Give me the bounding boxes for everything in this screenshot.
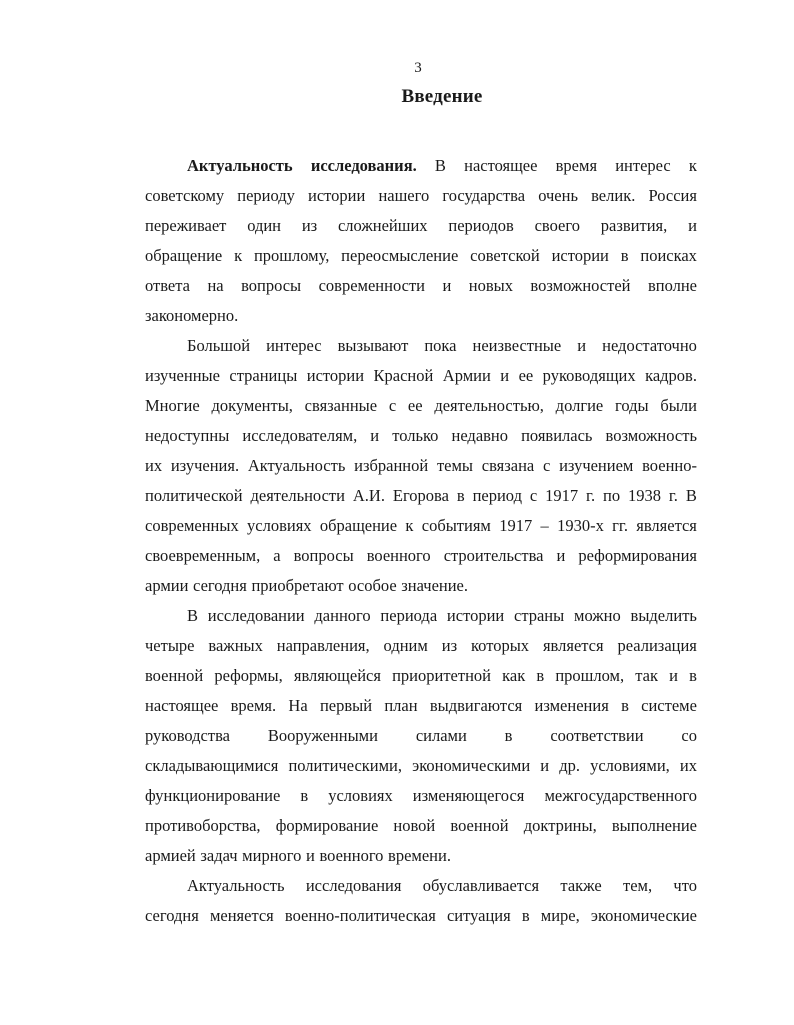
word: изучением	[559, 456, 634, 475]
word: и	[556, 546, 566, 565]
word: ответа	[145, 276, 190, 295]
text-line	[145, 241, 697, 271]
word: межгосударственного	[544, 786, 697, 805]
word: 1917	[499, 516, 533, 535]
word: силами	[415, 726, 467, 745]
text-line	[145, 841, 697, 871]
word: формирование	[275, 816, 379, 835]
word: реформирования	[578, 546, 697, 565]
word: недавно	[451, 426, 509, 445]
word: кадров.	[645, 366, 697, 385]
word: которых	[471, 636, 530, 655]
word: и	[370, 426, 380, 445]
word: новой	[393, 816, 436, 835]
word: к	[688, 156, 697, 175]
text-line	[145, 271, 697, 301]
word: и	[540, 756, 550, 775]
word: были	[660, 396, 697, 415]
page-title: Введение	[401, 86, 483, 107]
word: с	[388, 396, 397, 415]
word: развития,	[600, 216, 668, 235]
word: военной	[145, 666, 204, 685]
word: направления,	[276, 636, 370, 655]
text-line	[145, 421, 697, 451]
word: сложнейших	[337, 216, 428, 235]
word: исследовании	[207, 606, 305, 625]
word: на	[207, 276, 224, 295]
word: и	[577, 336, 587, 355]
word: как	[502, 666, 526, 685]
word: выдвигаются	[429, 696, 523, 715]
word: и	[442, 276, 452, 295]
word: деятельности	[250, 486, 345, 505]
word: появилась	[521, 426, 593, 445]
word: годы	[615, 396, 649, 415]
word: их	[145, 456, 163, 475]
word: в	[300, 786, 309, 805]
word: тем,	[623, 876, 653, 895]
word: по	[602, 486, 621, 505]
text-line	[145, 301, 697, 331]
word: из	[301, 216, 318, 235]
word: в	[456, 486, 465, 505]
word: из	[441, 636, 458, 655]
word: военного	[366, 546, 431, 565]
word: значение.	[401, 576, 469, 595]
word: к	[405, 516, 414, 535]
word: своевременным,	[145, 546, 261, 565]
word: современности	[318, 276, 425, 295]
word: переосмысление	[341, 246, 459, 265]
text-line	[145, 211, 697, 241]
word: армии	[145, 576, 189, 595]
text-line	[145, 511, 697, 541]
word: в	[504, 726, 513, 745]
text-line	[145, 331, 697, 361]
word: периоду	[237, 186, 295, 205]
word: исследования.	[310, 156, 417, 175]
word: реформы,	[214, 666, 283, 685]
word: документы,	[211, 396, 293, 415]
body-text	[145, 151, 697, 931]
word: возможность	[605, 426, 697, 445]
word: 1930-х	[557, 516, 604, 535]
word: связана	[481, 456, 535, 475]
word: их	[679, 756, 697, 775]
page-number: 3	[414, 60, 422, 76]
word: времени.	[388, 846, 451, 865]
word: только	[392, 426, 439, 445]
word: исследования	[305, 876, 402, 895]
word: государства	[442, 186, 526, 205]
word: строительства	[443, 546, 544, 565]
text-line	[145, 181, 697, 211]
word: изучения.	[170, 456, 240, 475]
word: недоступны	[145, 426, 230, 445]
word: Егорова	[392, 486, 449, 505]
text-line	[145, 571, 697, 601]
word: вопросы	[241, 276, 302, 295]
word: закономерно.	[145, 306, 239, 325]
word: руководства	[145, 726, 230, 745]
word: ее	[518, 366, 534, 385]
word: армией	[145, 846, 196, 865]
word: и	[669, 666, 678, 685]
word: обращение	[319, 516, 398, 535]
word: и	[500, 366, 510, 385]
word: условиях	[328, 786, 393, 805]
word: руководящих	[542, 366, 636, 385]
word: сегодня	[145, 906, 199, 925]
word: Многие	[145, 396, 200, 415]
word: условиях	[247, 516, 312, 535]
word: первый	[319, 696, 373, 715]
word: функционирование	[145, 786, 281, 805]
word: ситуация	[446, 906, 511, 925]
word: военно-политическая	[284, 906, 436, 925]
word: политическими,	[288, 756, 403, 775]
word: является	[542, 636, 604, 655]
word: данного	[314, 606, 371, 625]
word: В	[187, 606, 199, 625]
word: изменения	[534, 696, 609, 715]
word: г.	[586, 486, 596, 505]
word: в	[536, 666, 545, 685]
word: недостаточно	[602, 336, 697, 355]
word: реализация	[617, 636, 697, 655]
word: план	[384, 696, 418, 715]
word: своего	[534, 216, 580, 235]
word: советскому	[145, 186, 225, 205]
word: также	[560, 876, 602, 895]
word: меняется	[209, 906, 274, 925]
word: складывающимися	[145, 756, 279, 775]
word: вопросы	[293, 546, 354, 565]
word: политической	[145, 486, 243, 505]
word: др.	[559, 756, 580, 775]
word: истории	[306, 366, 365, 385]
word: условиями,	[590, 756, 670, 775]
word: в	[620, 246, 629, 265]
word: является	[636, 516, 697, 535]
word: сегодня	[193, 576, 247, 595]
word: период	[472, 486, 522, 505]
word: страны	[514, 606, 565, 625]
word: особое	[348, 576, 397, 595]
word: Большой	[187, 336, 251, 355]
word: Актуальность	[247, 456, 346, 475]
word: военно-	[642, 456, 697, 475]
word: выполнение	[611, 816, 697, 835]
word: велик.	[591, 186, 636, 205]
word: являющейся	[293, 666, 381, 685]
word: ее	[407, 396, 423, 415]
text-line	[145, 691, 697, 721]
word: вызывают	[337, 336, 409, 355]
word: можно	[574, 606, 621, 625]
word: время.	[230, 696, 277, 715]
text-line	[145, 721, 697, 751]
word: г.	[668, 486, 678, 505]
word: истории	[551, 246, 609, 265]
word: приобретают	[251, 576, 344, 595]
word: настоящее	[464, 156, 538, 175]
word: изменяющегося	[412, 786, 525, 805]
word: выделить	[630, 606, 697, 625]
word: время	[555, 156, 598, 175]
word: соответствии	[550, 726, 644, 745]
word: очень	[538, 186, 578, 205]
text-line	[145, 151, 697, 181]
text-line	[145, 781, 697, 811]
text-line	[145, 601, 697, 631]
word: обращение	[145, 246, 223, 265]
word: к	[234, 246, 243, 265]
word: гг.	[612, 516, 628, 535]
word: с	[529, 486, 538, 505]
word: Красной	[373, 366, 434, 385]
word: интерес	[615, 156, 671, 175]
word: периода	[380, 606, 438, 625]
word: избранной	[354, 456, 429, 475]
word: периодов	[448, 216, 514, 235]
word: истории	[446, 606, 505, 625]
word: Россия	[648, 186, 697, 205]
word: противоборства,	[145, 816, 261, 835]
word: 1917	[545, 486, 579, 505]
word: событиям	[421, 516, 491, 535]
word: настоящее	[145, 696, 219, 715]
word: В	[434, 156, 446, 175]
word: изученные	[145, 366, 220, 385]
word: страницы	[229, 366, 298, 385]
word: поисках	[640, 246, 697, 265]
text-line	[145, 811, 697, 841]
text-line	[145, 361, 697, 391]
text-line	[145, 451, 697, 481]
word: прошлом,	[555, 666, 625, 685]
word: прошлому,	[253, 246, 330, 265]
word: важных	[208, 636, 263, 655]
word: советской	[470, 246, 540, 265]
word: Актуальность	[187, 156, 293, 175]
text-line	[145, 871, 697, 901]
text-line	[145, 661, 697, 691]
word: экономическими	[412, 756, 531, 775]
word: с	[542, 456, 551, 475]
word: долгие	[555, 396, 604, 415]
word: четыре	[145, 636, 195, 655]
word: в	[521, 906, 530, 925]
word: задач	[200, 846, 238, 865]
word: 1938	[627, 486, 661, 505]
word: современных	[145, 516, 239, 535]
word: а	[273, 546, 281, 565]
word: обуславливается	[422, 876, 540, 895]
word: в	[621, 696, 629, 715]
word: Армии	[442, 366, 491, 385]
word: неизвестные	[472, 336, 562, 355]
word: Вооруженными	[267, 726, 378, 745]
word: доктрины,	[523, 816, 597, 835]
word: со	[681, 726, 697, 745]
word: так	[635, 666, 659, 685]
word: в	[689, 666, 697, 685]
word: связанные	[304, 396, 378, 415]
text-line	[145, 751, 697, 781]
word: А.И.	[352, 486, 385, 505]
word: одним	[383, 636, 428, 655]
word: возможностей	[530, 276, 631, 295]
word: деятельностью,	[434, 396, 544, 415]
text-line	[145, 631, 697, 661]
word: мирного	[242, 846, 302, 865]
word: военной	[450, 816, 509, 835]
word: нашего	[378, 186, 430, 205]
word: экономические	[590, 906, 697, 925]
word: приоритетной	[392, 666, 491, 685]
word: и	[306, 846, 315, 865]
word: что	[673, 876, 697, 895]
word: вполне	[647, 276, 697, 295]
word: системе	[641, 696, 697, 715]
word: Актуальность	[187, 876, 285, 895]
word: военного	[319, 846, 384, 865]
word: исследователям,	[242, 426, 358, 445]
word: и	[688, 216, 697, 235]
text-line	[145, 481, 697, 511]
word: В	[685, 486, 697, 505]
text-line	[145, 541, 697, 571]
word: На	[288, 696, 308, 715]
word: пока	[424, 336, 457, 355]
text-line	[145, 901, 697, 931]
word: новых	[468, 276, 513, 295]
word: темы	[436, 456, 473, 475]
word: истории	[308, 186, 366, 205]
word: –	[540, 516, 549, 535]
word: мире,	[540, 906, 580, 925]
word: один	[247, 216, 282, 235]
word: переживает	[145, 216, 227, 235]
text-line	[145, 391, 697, 421]
word: интерес	[266, 336, 322, 355]
